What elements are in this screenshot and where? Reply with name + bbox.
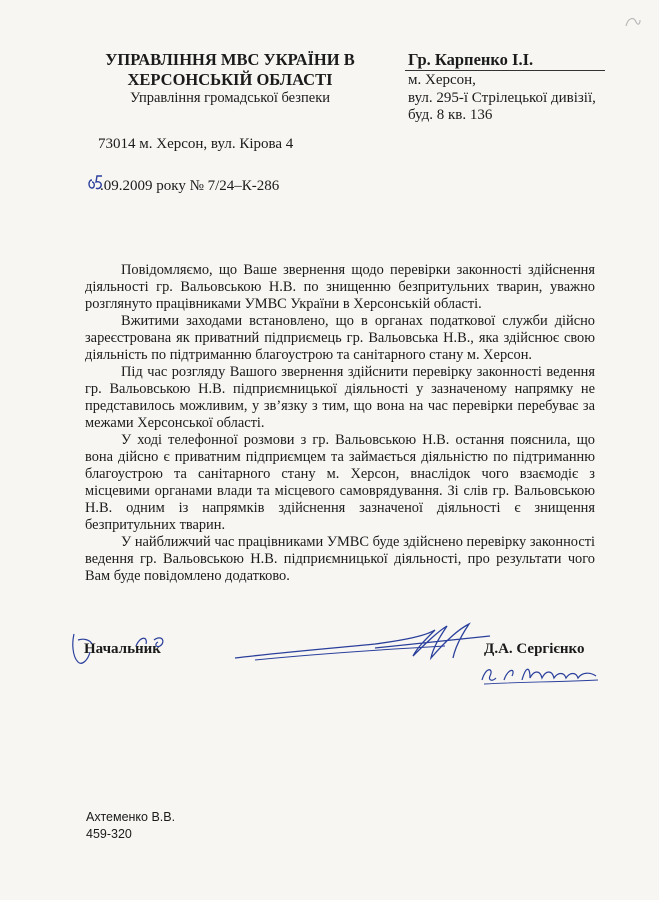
addressee-underline bbox=[405, 70, 605, 71]
corner-mark bbox=[622, 14, 644, 30]
signer-name: Д.А. Сергієнко bbox=[484, 641, 585, 657]
org-name: УПРАВЛІННЯ МВС УКРАЇНИ В ХЕРСОНСЬКІЙ ОБЛАСТІ bbox=[105, 50, 355, 89]
handwritten-mark bbox=[132, 632, 172, 654]
body-paragraph: У ході телефонної розмови з гр. Вальовською Н.В. остання пояснила, що вона дійсно є приватним підприємцем та займається діяльністю по підтриманню благоустрою та санітарного стану м. Херсон, внаслідок чого взаємодіє з місцевими органами влади та місцевого самоврядування. Зі слів гр. Вальовською Н.В. одним із напрямків здійснення зазначеної діяльності є знищення безпритульних тварин. bbox=[85, 432, 595, 533]
body-paragraph: Повідомляємо, що Ваше звернення щодо перевірки законності здійснення діяльності гр. Вальовською Н.В. по знищенню безпритульних тварин, уважно розглянуто працівниками УМВС України в Херсонській області. bbox=[85, 262, 595, 312]
signature bbox=[225, 618, 495, 666]
addressee-city: м. Херсон, bbox=[408, 72, 476, 88]
addressee-name: Гр. Карпенко І.І. bbox=[408, 50, 534, 69]
position-title: Начальник bbox=[84, 641, 161, 657]
body-paragraph: Під час розгляду Вашого звернення здійснити перевірку законності ведення гр. Вальовською Н.В. підприємницької діяльності у зазначеному напрямку не представилось можливим, у зв’язку з тим, що вона на час перевірки перебуває за межами Херсонської області. bbox=[85, 364, 595, 431]
addressee-street: вул. 295-ї Стрілецької дивізії, bbox=[408, 90, 596, 106]
executor-name: Ахтеменко В.В. bbox=[86, 810, 176, 824]
handwritten-name-note bbox=[478, 662, 603, 688]
executor-phone: 459-320 bbox=[86, 827, 132, 841]
body-paragraph: У найближчий час працівниками УМВС буде здійснено перевірку законності ведення гр. Вальовською Н.В. підприємницької діяльності, про результати чого Вам буде повідомлено додатково. bbox=[85, 534, 595, 584]
org-subdivision: Управління громадської безпеки bbox=[129, 90, 331, 106]
letter-body bbox=[85, 262, 595, 585]
addressee-house: буд. 8 кв. 136 bbox=[408, 107, 493, 123]
body-paragraph: Вжитими заходами встановлено, що в органах податкової служби дійсно зареєстрована як приватний підприємець гр. Вальовська Н.В., яка здійснює свою діяльність по підтриманню благоустрою та санітарного стану м. Херсон. bbox=[85, 313, 595, 363]
document-reference: .09.2009 року № 7/24–К-286 bbox=[100, 178, 280, 194]
org-address: 73014 м. Херсон, вул. Кірова 4 bbox=[98, 136, 294, 152]
